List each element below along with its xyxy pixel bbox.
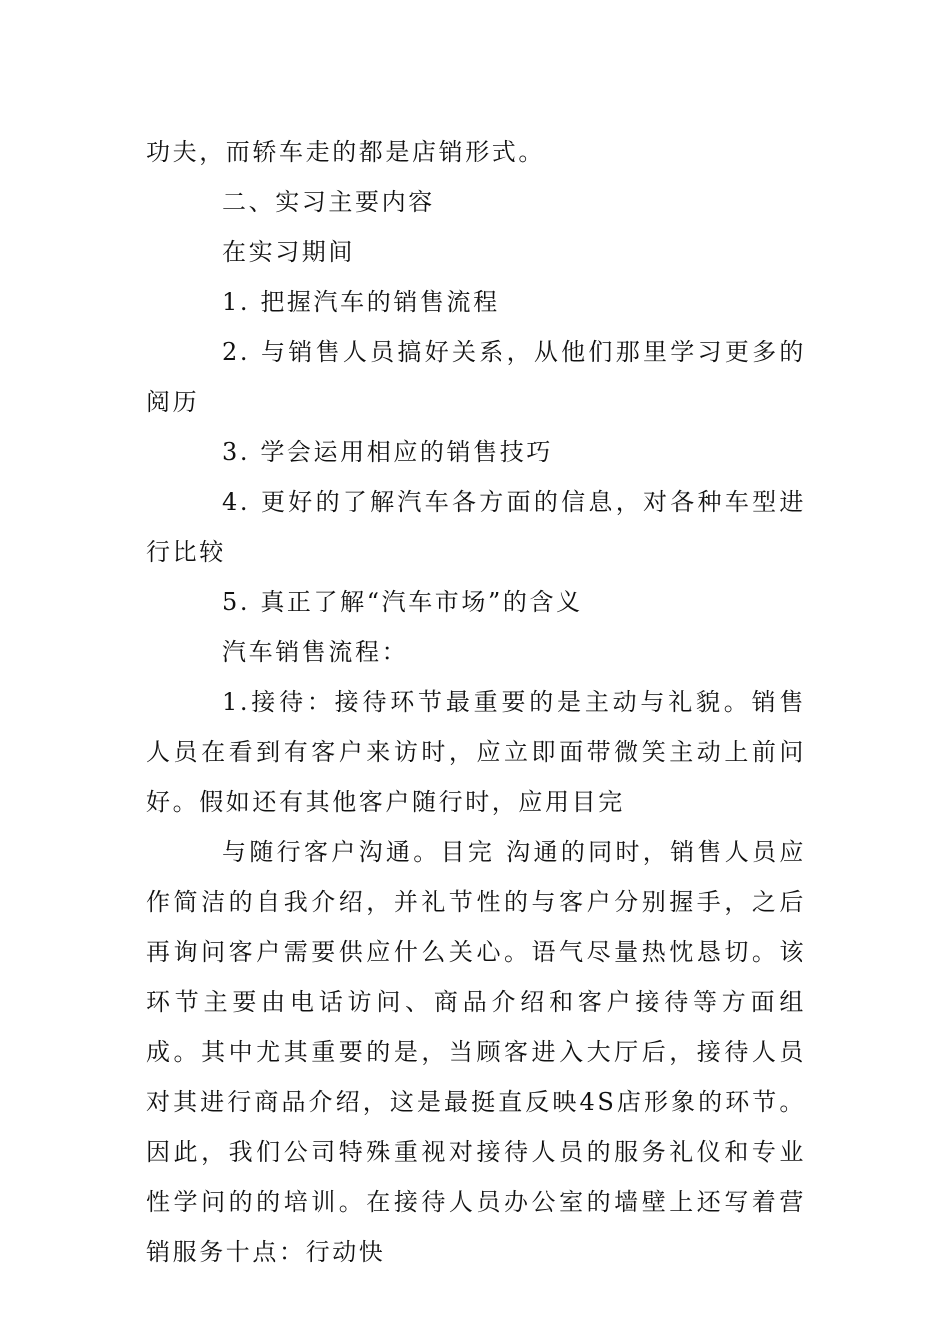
paragraph-intro: 在实习期间 bbox=[222, 238, 355, 266]
list-item: 4. 更好的了解汽车各方面的信息，对各种车型进行比较 bbox=[146, 488, 806, 566]
list-item: 3. 学会运用相应的销售技巧 bbox=[222, 438, 553, 466]
list-item: 2. 与销售人员搞好关系，从他们那里学习更多的阅历 bbox=[146, 338, 806, 416]
subheading: 汽车销售流程： bbox=[222, 638, 409, 666]
list-item: 1. 把握汽车的销售流程 bbox=[222, 288, 500, 316]
paragraph-continuation: 功夫，而轿车走的都是店销形式。 bbox=[146, 138, 545, 166]
list-item: 5. 真正了解“汽车市场”的含义 bbox=[222, 588, 583, 616]
body-paragraph: 与随行客户沟通。目完 沟通的同时，销售人员应作简洁的自我介绍，并礼节性的与客户分别握手，之后再询问客户需要供应什么关心。语气尽量热忱恳切。该环节主要由电话访问、商品介绍和客户接待等方面组成。其中尤其重要的是，当顾客进入大厅后，接待人员对其进行商品介绍，这是最挺直反映4S店形象的环节。因此，我们公司特殊重视对接待人员的服务礼仪和专业性学问的的培训。在接待人员办公室的墙壁上还写着营销服务十点：行动快 bbox=[146, 838, 806, 1266]
section-heading: 二、实习主要内容 bbox=[222, 188, 435, 216]
document-page bbox=[146, 127, 806, 1277]
body-paragraph: 1.接待：接待环节最重要的是主动与礼貌。销售人员在看到有客户来访时，应立即面带微笑主动上前问好。假如还有其他客户随行时，应用目完 bbox=[146, 688, 806, 816]
